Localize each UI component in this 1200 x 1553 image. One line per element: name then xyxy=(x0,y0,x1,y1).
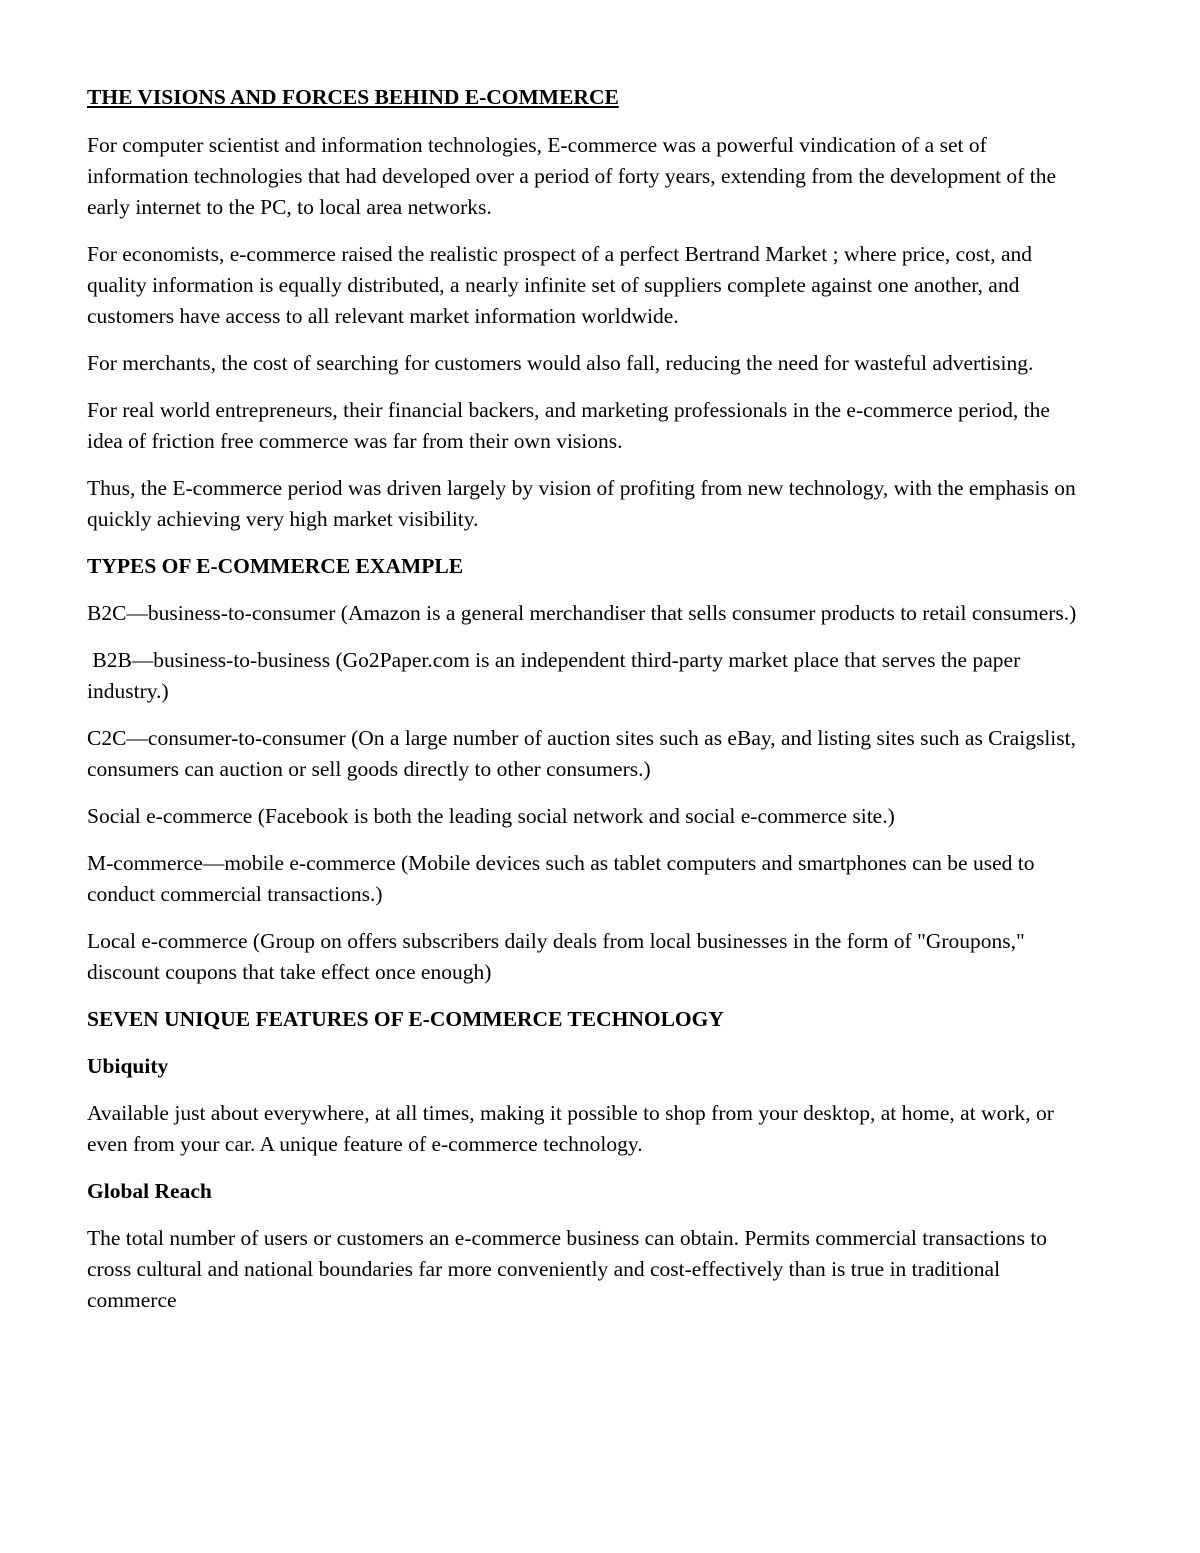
feature-description: Available just about everywhere, at all times, making it possible to shop from your desktop, at home, at work, or even from your car. A unique feature of e-commerce technology. xyxy=(87,1101,1054,1156)
type-item: C2C—consumer-to-consumer (On a large number of auction sites such as eBay, and listing sites such as Craigslist, consumers can auction or sell goods directly to other consumers.) xyxy=(87,726,1076,781)
type-item: Local e-commerce (Group on offers subscribers daily deals from local businesses in the form of "Groupons," discount coupons that take effect once enough) xyxy=(87,929,1025,984)
feature-name: Ubiquity xyxy=(87,1054,169,1078)
document-body xyxy=(87,82,1087,1332)
intro-paragraph: Thus, the E-commerce period was driven largely by vision of profiting from new technology, with the emphasis on quickly achieving very high market visibility. xyxy=(87,476,1076,531)
intro-paragraph: For merchants, the cost of searching for customers would also fall, reducing the need for wasteful advertising. xyxy=(87,351,1034,375)
type-item: Social e-commerce (Facebook is both the leading social network and social e-commerce site.) xyxy=(87,804,895,828)
type-item: B2B—business-to-business (Go2Paper.com is an independent third-party market place that serves the paper industry.) xyxy=(87,648,1026,703)
type-item: B2C—business-to-consumer (Amazon is a general merchandiser that sells consumer products to retail consumers.) xyxy=(87,601,1077,625)
features-heading: SEVEN UNIQUE FEATURES OF E-COMMERCE TECHNOLOGY xyxy=(87,1007,724,1031)
document-title: THE VISIONS AND FORCES BEHIND E-COMMERCE xyxy=(87,85,619,109)
intro-paragraph: For real world entrepreneurs, their financial backers, and marketing professionals in the e-commerce period, the idea of friction free commerce was far from their own visions. xyxy=(87,398,1050,453)
type-item: M-commerce—mobile e-commerce (Mobile devices such as tablet computers and smartphones can be used to conduct commercial transactions.) xyxy=(87,851,1035,906)
intro-paragraph: For computer scientist and information technologies, E-commerce was a powerful vindication of a set of information technologies that had developed over a period of forty years, extending from the development of the early internet to the PC, to local area networks. xyxy=(87,133,1056,219)
types-heading: TYPES OF E-COMMERCE EXAMPLE xyxy=(87,554,464,578)
feature-name: Global Reach xyxy=(87,1179,212,1203)
feature-description: The total number of users or customers an e-commerce business can obtain. Permits commercial transactions to cross cultural and national boundaries far more conveniently and cost-effectively than is true in traditional commerce xyxy=(87,1226,1048,1312)
intro-paragraph: For economists, e-commerce raised the realistic prospect of a perfect Bertrand Market ; where price, cost, and quality information is equally distributed, a nearly infinite set of suppliers complete against one another, and customers have access to all relevant market information worldwide. xyxy=(87,242,1033,328)
